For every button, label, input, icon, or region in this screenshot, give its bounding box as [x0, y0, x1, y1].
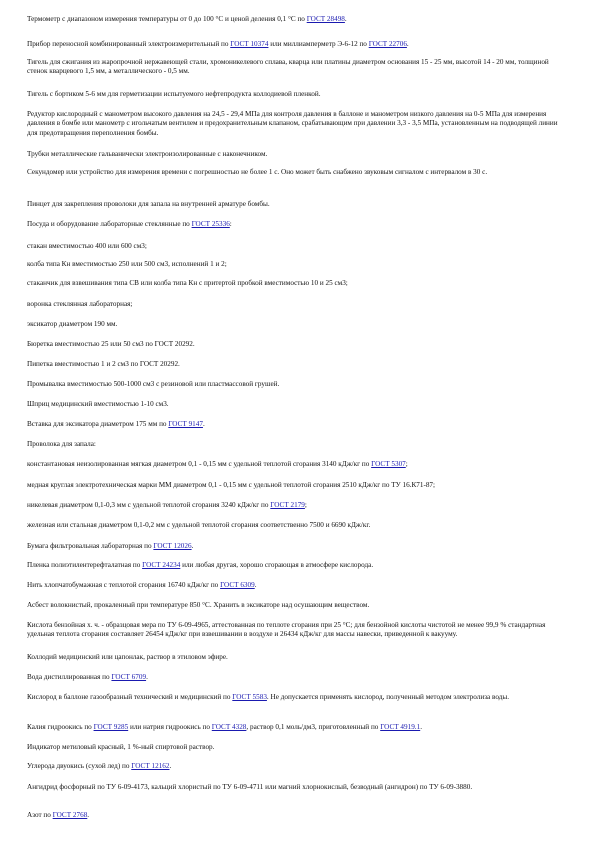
paragraph-text: Коллодий медицинский или цапонлак, раствор в этиловом эфире.: [27, 653, 228, 661]
standard-reference-link[interactable]: ГОСТ 12162: [131, 762, 170, 770]
paragraph-text: .: [420, 723, 422, 731]
document-paragraph: [27, 320, 567, 329]
document-paragraph: [27, 110, 567, 138]
document-paragraph: [27, 743, 567, 752]
document-paragraph: [27, 460, 567, 469]
paragraph-text: Секундомер или устройство для измерения времени с погрешностью не более 1 с. Оно может быть снабжено звуковым сигналом с интервалом в 30 с.: [27, 168, 488, 176]
paragraph-text: Бюретка вместимостью 25 или 50 см3 по ГОСТ 20292.: [27, 340, 195, 348]
paragraph-text: Нить хлопчатобумажная с теплотой сгорания 16740 кДж/кг по: [27, 581, 221, 589]
standard-reference-link[interactable]: ГОСТ 9147: [168, 420, 203, 428]
paragraph-text: воронка стеклянная лабораторная;: [27, 300, 133, 308]
document-paragraph: [27, 561, 567, 570]
paragraph-text: или натрия гидроокись по: [128, 723, 212, 731]
paragraph-text: .: [87, 811, 90, 819]
paragraph-text: или любая другая, хорошо сгорающая в атмосфере кислорода.: [180, 561, 374, 569]
paragraph-text: , раствор 0,1 моль/дм3, приготовленный по: [246, 723, 381, 731]
document-paragraph: [27, 260, 567, 269]
document-paragraph: [27, 220, 567, 229]
paragraph-text: эксикатор диаметром 190 мм.: [27, 320, 118, 328]
paragraph-text: Вода дистиллированная по: [27, 673, 112, 681]
document-paragraph: [27, 653, 567, 662]
standard-reference-link[interactable]: ГОСТ 5307: [371, 460, 406, 468]
paragraph-text: никелевая диаметром 0,1-0,3 мм с удельной теплотой сгорания 3240 кДж/кг по: [27, 501, 271, 509]
paragraph-text: Редуктор кислородный с манометром высокого давления на 24,5 - 29,4 МПа для контроля давления в баллоне и манометром низкого давления на 0-5 МПа для измерения давления в бомбе или манометр с игольчатым вентилем и предохранительным клапаном, срабатывающим при давлении 3,3 - 3,5 МПа, установленным на подводящей линии для предотвращения переполнения бомбы.: [27, 110, 558, 137]
document-paragraph: [27, 501, 567, 510]
paragraph-text: .: [169, 762, 172, 770]
document-paragraph: [27, 581, 567, 590]
paragraph-text: .: [406, 40, 409, 48]
document-paragraph: [27, 380, 567, 389]
paragraph-text: Тигель для сжигания из жаропрочной нержавеющей стали, хромоникелевого сплава, кварца или платины диаметром основания 15 - 25 мм, высотой 14 - 20 мм, толщиной стенок кварцевого 1,5 мм, а металлического - 0,5 мм.: [27, 58, 549, 76]
paragraph-text: Термометр с диапазоном измерения температуры от 0 до 100 °С и ценой деления 0,1 °С по: [27, 15, 307, 23]
document-paragraph: [27, 601, 567, 610]
paragraph-text: Шприц медицинский вместимостью 1-10 см3.: [27, 400, 169, 408]
paragraph-text: железная или стальная диаметром 0,1-0,2 мм с удельной теплотой сгорания соответственно 7500 и 6690 кДж/кг.: [27, 521, 371, 529]
document-paragraph: [27, 200, 567, 209]
document-paragraph: [27, 168, 567, 177]
document-paragraph: [27, 300, 567, 309]
paragraph-text: Пленка полиэтилентерефталатная по: [27, 561, 143, 569]
document-paragraph: [27, 440, 567, 449]
paragraph-text: Промывалка вместимостью 500-1000 см3 с резиновой или пластмассовой грушей.: [27, 380, 280, 388]
paragraph-text: .: [254, 581, 257, 589]
paragraph-text: Бумага фильтровальная лабораторная по: [27, 542, 154, 550]
paragraph-text: Вставка для эксикатора диаметром 175 мм по: [27, 420, 169, 428]
document-paragraph: [27, 15, 567, 24]
document-paragraph: [27, 40, 567, 49]
paragraph-text: Проволока для запала:: [27, 440, 96, 448]
paragraph-text: Индикатор метиловый красный, 1 %-ный спиртовой раствор.: [27, 743, 215, 751]
paragraph-text: стакан вместимостью 400 или 600 см3;: [27, 242, 147, 250]
paragraph-text: Кислород в баллоне газообразный технический и медицинский по: [27, 693, 233, 701]
paragraph-text: Азот по: [27, 811, 53, 819]
paragraph-text: Прибор переносной комбинированный электроизмерительный по: [27, 40, 231, 48]
paragraph-text: колба типа Кн вместимостью 250 или 500 см3, исполнений 1 и 2;: [27, 260, 227, 268]
document-paragraph: [27, 621, 567, 640]
standard-reference-link[interactable]: ГОСТ 22706: [368, 40, 407, 48]
document-paragraph: [27, 521, 567, 530]
paragraph-text: Посуда и оборудование лабораторные стеклянные по: [27, 220, 192, 228]
standard-reference-link[interactable]: ГОСТ 12026: [153, 542, 192, 550]
document-paragraph: [27, 542, 567, 551]
standard-reference-link[interactable]: ГОСТ 6709: [111, 673, 147, 681]
paragraph-text: . Не допускается применять кислород, полученный методом электролиза воды.: [266, 693, 510, 701]
paragraph-text: медная круглая электротехническая марки ММ диаметром 0,1 - 0,15 мм с удельной теплотой сгорания 2510 кДж/кг по ТУ 16.К71-87;: [27, 481, 436, 489]
paragraph-text: стаканчик для взвешивания типа СВ или колба типа Кн с притертой пробкой вместимостью 10 и 25 см3;: [27, 279, 348, 287]
paragraph-text: Асбест волокнистый, прокаленный при температуре 850 °С. Хранить в эксикаторе над осушающим веществом.: [27, 601, 370, 609]
document-paragraph: [27, 762, 567, 771]
document-paragraph: [27, 811, 567, 820]
paragraph-text: Калия гидроокись по: [27, 723, 94, 731]
paragraph-text: .: [202, 420, 205, 428]
paragraph-text: Пинцет для закрепления проволоки для запала на внутренней арматуре бомбы.: [27, 200, 270, 208]
document-paragraph: [27, 693, 567, 702]
document-paragraph: [27, 673, 567, 682]
document-paragraph: [27, 58, 567, 77]
paragraph-text: Тигель с бортиком 5-6 мм для герметизации испытуемого нефтепродукта коллодиевой пленкой.: [27, 90, 321, 98]
document-paragraph: [27, 481, 567, 490]
standard-reference-link[interactable]: ГОСТ 4328: [211, 723, 247, 731]
document-page: [27, 15, 567, 835]
paragraph-text: :: [229, 220, 232, 228]
standard-reference-link[interactable]: ГОСТ 5583: [232, 693, 267, 701]
document-paragraph: [27, 279, 567, 288]
document-paragraph: [27, 340, 567, 349]
document-paragraph: [27, 783, 567, 792]
document-paragraph: [27, 150, 567, 159]
paragraph-text: Ангидрид фосфорный по ТУ 6-09-4173, кальций хлористый по ТУ 6-09-4711 или магний хлорнокислый, безводный (ангидрон) по ТУ 6-09-3880.: [27, 783, 473, 791]
standard-reference-link[interactable]: ГОСТ 2179: [270, 501, 305, 509]
standard-reference-link[interactable]: ГОСТ 2768: [52, 811, 88, 819]
paragraph-text: константановая неизолированная мягкая диаметром 0,1 - 0,15 мм с удельной теплотой сгорания 3140 кДж/кг по: [27, 460, 372, 468]
document-paragraph: [27, 420, 567, 429]
standard-reference-link[interactable]: ГОСТ 6309: [220, 581, 255, 589]
paragraph-text: или миллиамперметр Э-6-12 по: [268, 40, 369, 48]
paragraph-text: Трубки металлические гальванически электроизолированные с наконечником.: [27, 150, 268, 158]
standard-reference-link[interactable]: ГОСТ 10374: [230, 40, 269, 48]
paragraph-text: .: [146, 673, 148, 681]
standard-reference-link[interactable]: ГОСТ 4919.1: [380, 723, 421, 731]
standard-reference-link[interactable]: ГОСТ 28498: [306, 15, 345, 23]
paragraph-text: Кислота бензойная х. ч. - образцовая мера по ТУ 6-09-4965, аттестованная по теплоте сгорания при 25 °С; для бензойной кислоты чистотой не менее 99,9 % стандартная удельная теплота сгорания составляет 26454 кДж/кг при взвешивании в воздухе и 26434 кДж/кг для массы навески, приведенной к вакууму.: [27, 621, 546, 639]
paragraph-text: .: [191, 542, 194, 550]
document-paragraph: [27, 400, 567, 409]
paragraph-text: ;: [405, 460, 408, 468]
paragraph-text: Пипетка вместимостью 1 и 2 см3 по ГОСТ 20292.: [27, 360, 180, 368]
paragraph-text: .: [344, 15, 347, 23]
document-paragraph: [27, 90, 567, 99]
document-paragraph: [27, 360, 567, 369]
standard-reference-link[interactable]: ГОСТ 25336: [191, 220, 230, 228]
paragraph-text: Углерода двуокись (сухой лед) по: [27, 762, 132, 770]
standard-reference-link[interactable]: ГОСТ 24234: [142, 561, 181, 569]
document-paragraph: [27, 723, 567, 732]
paragraph-text: ;: [304, 501, 307, 509]
standard-reference-link[interactable]: ГОСТ 9285: [93, 723, 129, 731]
document-paragraph: [27, 242, 567, 251]
